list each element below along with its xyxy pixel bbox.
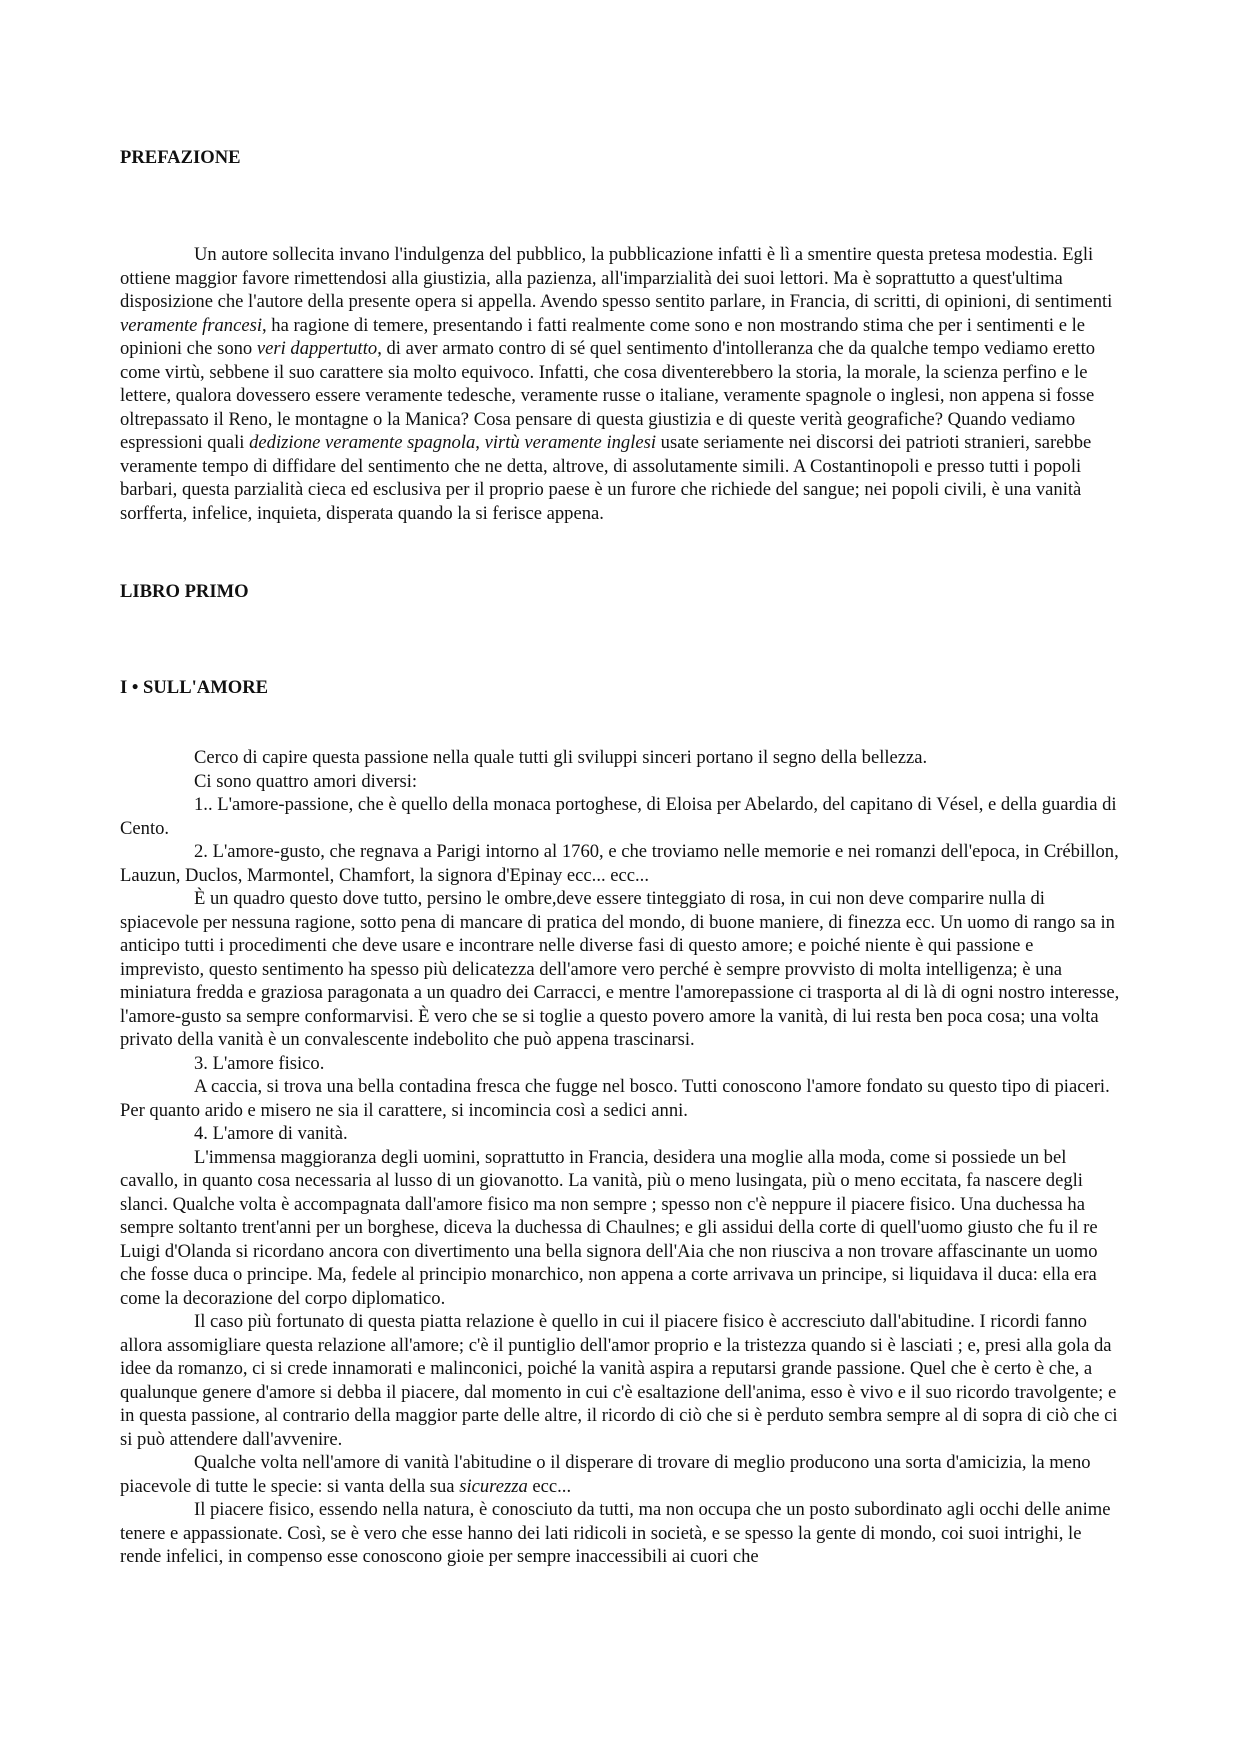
- preface-heading: PREFAZIONE: [120, 147, 241, 168]
- chapter-paragraph: [120, 1451, 1120, 1498]
- text-run: Un autore sollecita invano l'indulgenza del pubblico, la pubblicazione infatti è lì a smentire questa pretesa modestia. Egli ottiene maggior favore rimettendosi alla giustizia, alla pazienza, all'imparzialità dei suoi lettori. Ma è soprattutto a quest'ultima disposizione che l'autore della presente opera si appella. Avendo spesso sentito parlare, in Francia, di scritti, di opinioni, di sentimenti: [120, 244, 1113, 312]
- chapter-paragraph: [120, 746, 1120, 770]
- text-run: , ha ragione di temere, presentando i fatti realmente come sono e non mostrando stima che per i sentimenti e le opinioni che sono: [120, 314, 1086, 359]
- text-run: ,: [475, 432, 485, 453]
- chapter-body: [120, 746, 1120, 1569]
- text-run: 4. L'amore di vanità.: [194, 1123, 348, 1144]
- italic-phrase: virtù veramente inglesi: [484, 432, 657, 453]
- text-run: L'immensa maggioranza degli uomini, soprattutto in Francia, desidera una moglie alla moda, come si possiede un bel cavallo, in quanto cosa necessaria al lusso di un giovanotto. La vanità, più o meno lusingata, più o meno eccitata, fa nascere degli slanci. Qualche volta è accompagnata dall'amore fisico ma non sempre ; spesso non c'è neppure il piacere fisico. Una duchessa ha sempre soltanto trent'anni per un borghese, diceva la duchessa di Chaulnes; e gli assidui della corte di quell'uomo giusto che fu il re Luigi d'Olanda si ricordano ancora con divertimento una bella signora dell'Aia che non riusciva a non trovare affascinante un uomo che fosse duca o principe. Ma, fedele al principio monarchico, non appena a corte arrivava un principe, si liquidava il duca: ella era come la decorazione del corpo diplomatico.: [120, 1146, 1098, 1309]
- text-run: Ci sono quattro amori diversi:: [194, 770, 418, 792]
- chapter-heading: I • SULL'AMORE: [120, 677, 269, 698]
- chapter-paragraph: [120, 793, 1120, 840]
- text-run: Cerco di capire questa passione nella quale tutti gli sviluppi sinceri portano il segno della bellezza.: [194, 747, 928, 768]
- text-run: usate seriamente nei discorsi dei patrioti stranieri, sarebbe veramente tempo di diffidare del sentimento che ne detta, altrove, di assolutamente simili. A Costantinopoli e presso tutti i popoli barbari, questa parzialità cieca ed esclusiva per il proprio paese è un furore che richiede del sangue; nei popoli civili, è una vanità sorfferta, infelice, inquieta, disperata quando la si ferisce appena.: [120, 432, 1092, 524]
- chapter-paragraph: [120, 1498, 1120, 1569]
- italic-phrase: dedizione veramente spagnola: [249, 432, 476, 453]
- chapter-paragraph: [120, 1146, 1120, 1311]
- chapter-paragraph: [120, 1052, 1120, 1076]
- chapter-paragraph: [120, 887, 1120, 1052]
- italic-phrase: veri dappertutto: [256, 338, 378, 359]
- chapter-paragraph: [120, 1122, 1120, 1146]
- chapter-paragraph: [120, 1075, 1120, 1122]
- text-run: 3. L'amore fisico.: [194, 1052, 325, 1074]
- chapter-paragraph: [120, 840, 1120, 887]
- italic-phrase: sicurezza: [459, 1475, 528, 1497]
- book-heading: LIBRO PRIMO: [120, 581, 249, 602]
- text-run: Il piacere fisico, essendo nella natura, è conosciuto da tutti, ma non occupa che un posto subordinato agli occhi delle anime tenere e appassionate. Così, se è vero che esse hanno dei lati ridicoli in società, e se spesso la gente di mondo, coi suoi intrighi, le rende infelici, in compenso esse conoscono gioie per sempre inaccessibili ai cuori che: [120, 1499, 1111, 1567]
- text-run: Il caso più fortunato di questa piatta relazione è quello in cui il piacere fisico è accresciuto dall'abitudine. I ricordi fanno allora assomigliare questa relazione all'amore; c'è il puntiglio dell'amor proprio e la tristezza quando si è lasciati ; e, presi alla gola da idee da romanzo, ci si crede innamorati e malinconici, poiché la vanità aspira a reputarsi grande passione. Quel che è certo è che, a qualunque genere d'amore si debba il piacere, dal momento in cui c'è esaltazione dell'anima, esso è vivo e il suo ricordo travolgente; e in questa passione, al contrario della maggior parte delle altre, il ricordo di ciò che si è perduto sembra sempre al di sopra di ciò che ci si può attendere dall'avvenire.: [120, 1311, 1118, 1450]
- preface-body: [120, 243, 1120, 525]
- text-run: A caccia, si trova una bella contadina fresca che fugge nel bosco. Tutti conoscono l'amore fondato su questo tipo di piaceri. Per quanto arido e misero ne sia il carattere, si incomincia così a sedici anni.: [120, 1076, 1110, 1121]
- text-run: 2. L'amore-gusto, che regnava a Parigi intorno al 1760, e che troviamo nelle memorie e nei romanzi dell'epoca, in Crébillon, Lauzun, Duclos, Marmontel, Chamfort, la signora d'Epinay ecc... ecc...: [120, 841, 1119, 886]
- text-run: 1.. L'amore-passione, che è quello della monaca portoghese, di Eloisa per Abelardo, del capitano di Vésel, e della guardia di Cento.: [120, 794, 1117, 839]
- italic-phrase: veramente francesi: [120, 314, 262, 336]
- preface-paragraph: [120, 243, 1120, 525]
- text-run: È un quadro questo dove tutto, persino le ombre,deve essere tinteggiato di rosa, in cui non deve comparire nulla di spiacevole per nessuna ragione, sotto pena di mancare di pratica del mondo, di buone maniere, di finezza ecc. Un uomo di rango sa in anticipo tutti i procedimenti che deve usare e incontrare nelle diverse fasi di questo amore; e poiché niente è qui passione e imprevisto, questo sentimento ha spesso più delicatezza dell'amore vero perché è sempre provvisto di molta intelligenza; è una miniatura fredda e graziosa paragonata a un quadro dei Carracci, e mentre l'amorepassione ci trasporta al di là di ogni nostro interesse, l'amore-gusto sa sempre conformarvisi. È vero che se si toglie a questo povero amore la vanità, di lui resta ben poca cosa; una volta privato della vanità è un convalescente indebolito che può appena trascinarsi.: [120, 888, 1120, 1050]
- text-run: ecc...: [527, 1475, 572, 1497]
- text-run: Qualche volta nell'amore di vanità l'abitudine o il disperare di trovare di meglio producono una sorta d'amicizia, la meno piacevole di tutte le specie: si vanta della sua: [120, 1452, 1091, 1497]
- chapter-paragraph: [120, 770, 1120, 794]
- text-run: , di aver armato contro di sé quel sentimento d'intolleranza che da qualche tempo vediamo eretto come virtù, sebbene il suo carattere sia molto equivoco. Infatti, che cosa diventerebbero la storia, la morale, la scienza perfino e le lettere, qualora dovessero essere veramente tedesche, veramente russe o italiane, veramente spagnole o inglesi, non appena si fosse oltrepassato il Reno, le montagne o la Manica? Cosa pensare di questa giustizia e di queste verità geografiche? Quando vediamo espressioni quali: [120, 338, 1096, 453]
- chapter-paragraph: [120, 1310, 1120, 1451]
